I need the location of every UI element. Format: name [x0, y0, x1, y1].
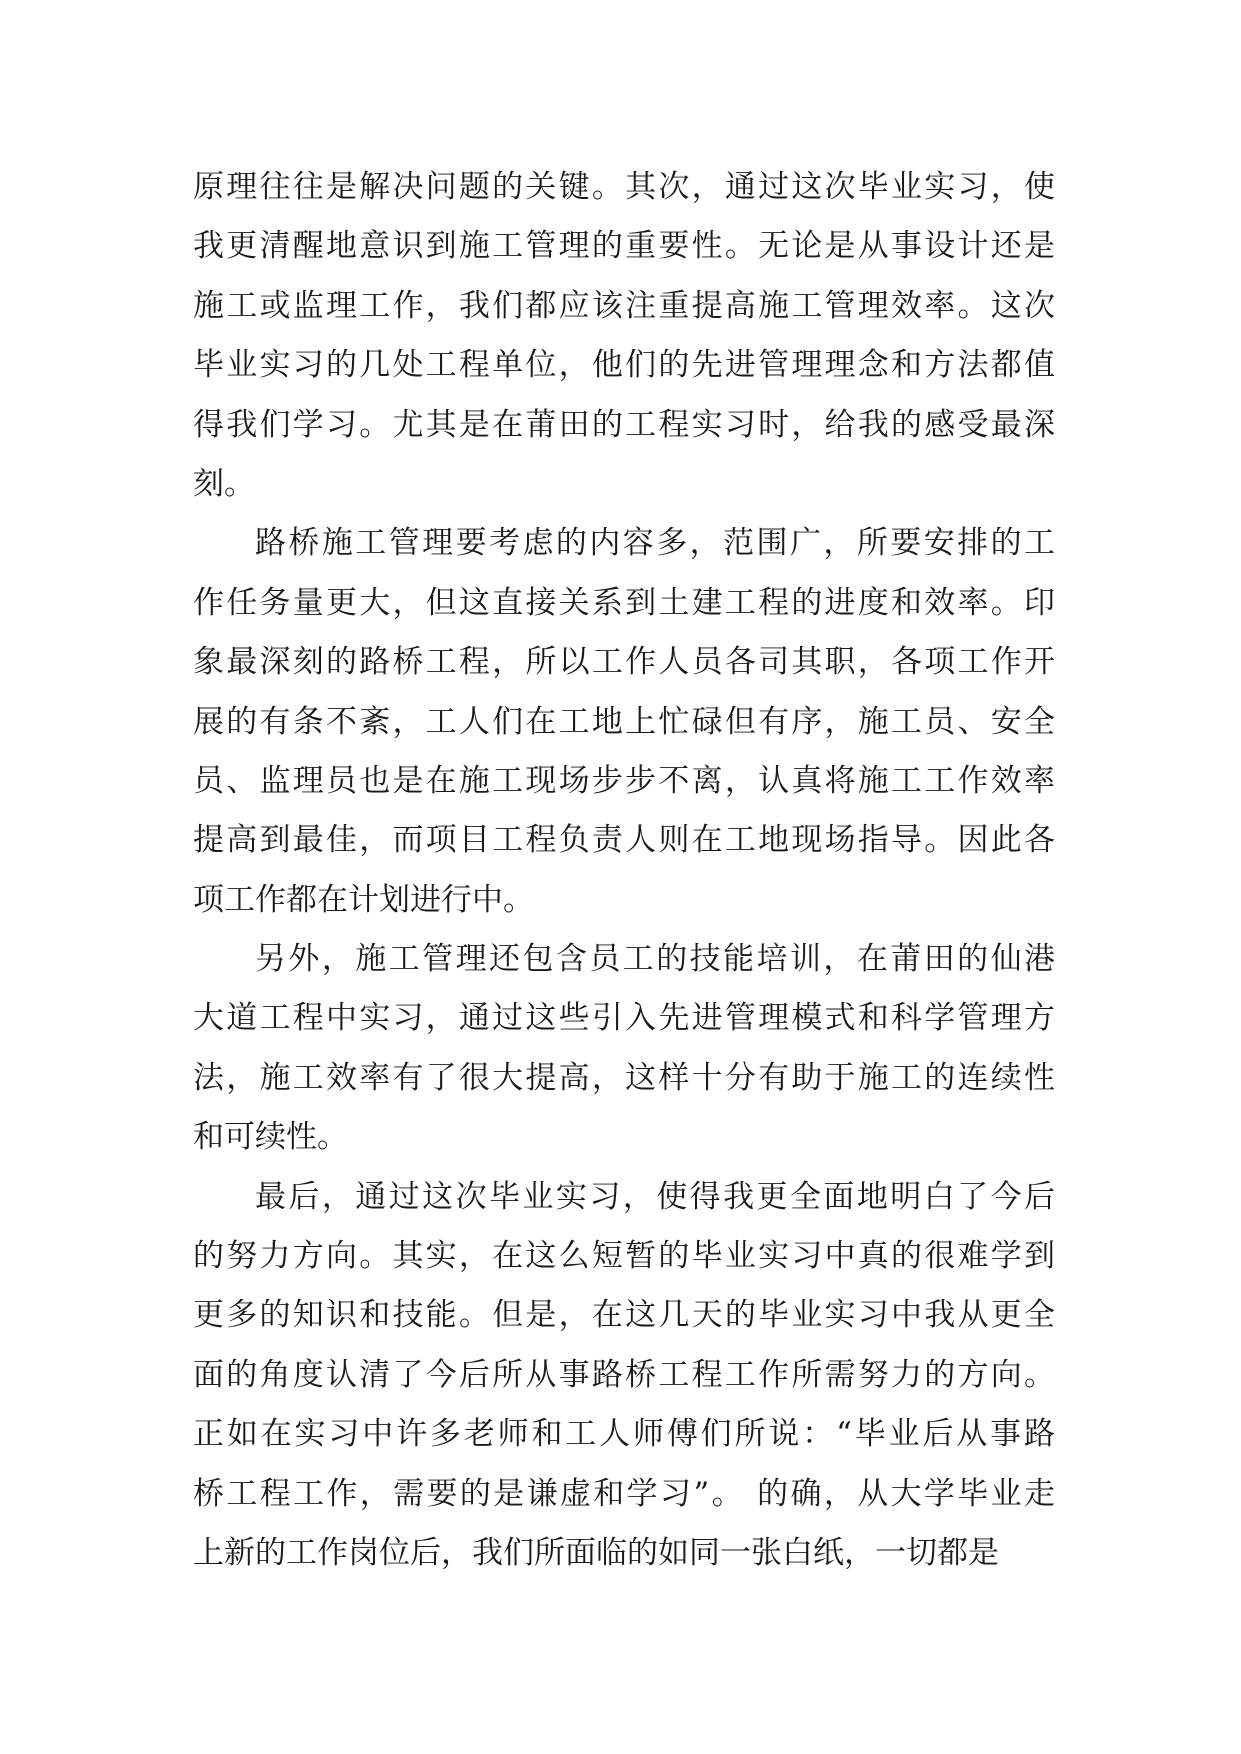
paragraph-line: 法，施工效率有了很大提高，这样十分有助于施工的连续性	[193, 1059, 1055, 1096]
paragraph-line: 和可续性。	[193, 1119, 348, 1156]
paragraph-line: 得我们学习。尤其是在莆田的工程实习时，给我的感受最深	[193, 406, 1055, 443]
paragraph-line: 展的有条不紊，工人们在工地上忙碌但有序，施工员、安全	[193, 703, 1055, 740]
paragraph-line: 作任务量更大，但这直接关系到土建工程的进度和效率。印	[193, 584, 1055, 621]
paragraph-line: 桥工程工作，需要的是谦虚和学习”。 的确，从大学毕业走	[193, 1475, 1055, 1512]
paragraph-line: 提高到最佳，而项目工程负责人则在工地现场指导。因此各	[193, 822, 1055, 859]
paragraph-line: 刻。	[193, 465, 255, 502]
paragraph-line: 大道工程中实习，通过这些引入先进管理模式和科学管理方	[193, 1000, 1055, 1037]
paragraph-line: 的努力方向。其实，在这么短暂的毕业实习中真的很难学到	[193, 1238, 1055, 1275]
document-body	[193, 158, 1055, 1583]
paragraph-line: 象最深刻的路桥工程，所以工作人员各司其职，各项工作开	[193, 644, 1055, 681]
paragraph-line: 我更清醒地意识到施工管理的重要性。无论是从事设计还是	[193, 228, 1055, 265]
paragraph	[193, 158, 1055, 514]
paragraph-line: 最后，通过这次毕业实习，使得我更全面地明白了今后	[255, 1178, 1055, 1215]
paragraph-line: 施工或监理工作，我们都应该注重提高施工管理效率。这次	[193, 287, 1055, 324]
paragraph-line: 项工作都在计划进行中。	[193, 881, 534, 918]
paragraph-line: 更多的知识和技能。但是，在这几天的毕业实习中我从更全	[193, 1297, 1055, 1334]
paragraph-line: 原理往往是解决问题的关键。其次，通过这次毕业实习，使	[193, 169, 1055, 205]
paragraph	[193, 930, 1055, 1168]
paragraph-line: 正如在实习中许多老师和工人师傅们所说：“毕业后从事路	[193, 1416, 1055, 1453]
paragraph-line: 路桥施工管理要考虑的内容多，范围广，所要安排的工	[255, 525, 1055, 562]
paragraph	[193, 1168, 1055, 1584]
paragraph-line: 上新的工作岗位后，我们所面临的如同一张白纸，一切都是	[193, 1534, 999, 1571]
paragraph	[193, 514, 1055, 930]
paragraph-line: 另外，施工管理还包含员工的技能培训，在莆田的仙港	[255, 941, 1055, 978]
paragraph-line: 员、监理员也是在施工现场步步不离，认真将施工工作效率	[193, 762, 1055, 799]
paragraph-line: 毕业实习的几处工程单位，他们的先进管理理念和方法都值	[193, 347, 1055, 384]
paragraph-line: 面的角度认清了今后所从事路桥工程工作所需努力的方向。	[193, 1356, 1055, 1393]
